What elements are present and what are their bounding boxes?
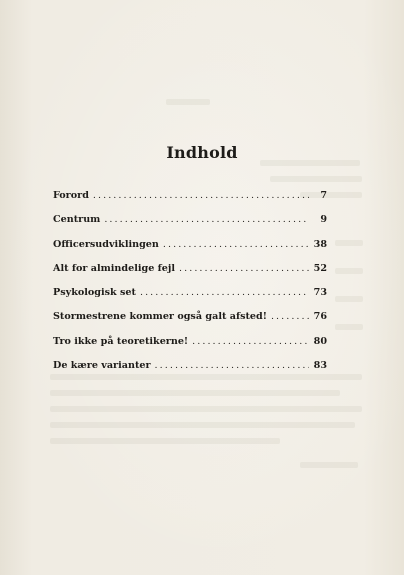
toc-entry bbox=[53, 214, 327, 238]
bleed-line bbox=[300, 462, 358, 468]
bleed-line bbox=[50, 406, 362, 412]
bleed-line bbox=[50, 422, 355, 428]
toc-dot-leader bbox=[163, 239, 309, 250]
toc-page-number: 52 bbox=[313, 262, 327, 274]
table-of-contents bbox=[53, 190, 327, 384]
toc-dot-leader bbox=[179, 263, 309, 274]
toc-entry-title: Officersudviklingen bbox=[53, 238, 159, 250]
bleed-line bbox=[335, 296, 363, 302]
bleed-heading bbox=[166, 99, 210, 105]
toc-entry-title: Stormestrene kommer også galt afsted! bbox=[53, 311, 267, 323]
toc-dot-leader bbox=[271, 311, 309, 322]
toc-dot-leader bbox=[104, 214, 309, 225]
toc-entry-title: Centrum bbox=[53, 214, 101, 226]
toc-entry-title: Forord bbox=[53, 190, 89, 201]
bleed-line bbox=[270, 176, 362, 182]
toc-dot-leader bbox=[140, 287, 309, 298]
toc-page-number: 9 bbox=[320, 214, 327, 226]
toc-entry-title: Psykologisk set bbox=[53, 287, 136, 299]
toc-entry-title: Tro ikke på teoretikerne! bbox=[53, 335, 189, 347]
toc-page-number: 80 bbox=[313, 335, 327, 347]
toc-entry bbox=[53, 360, 327, 384]
bleed-line bbox=[50, 438, 280, 444]
toc-entry bbox=[53, 336, 327, 360]
toc-entry-title: De kære varianter bbox=[53, 360, 151, 372]
toc-dot-leader bbox=[192, 336, 309, 347]
toc-entry bbox=[53, 311, 327, 335]
bleed-line bbox=[335, 324, 363, 330]
toc-page-number: 7 bbox=[320, 190, 327, 201]
toc-page-number: 38 bbox=[313, 238, 327, 250]
toc-entry bbox=[53, 287, 327, 311]
toc-entry-title: Alt for almindelige fejl bbox=[53, 262, 176, 274]
bleed-line bbox=[335, 240, 363, 246]
bleed-line bbox=[50, 390, 340, 396]
bleed-line bbox=[335, 268, 363, 274]
toc-entry bbox=[53, 239, 327, 263]
toc-dot-leader bbox=[93, 190, 309, 201]
page-title: Indhold bbox=[166, 143, 238, 162]
toc-dot-leader bbox=[155, 360, 309, 371]
toc-page-number: 76 bbox=[313, 311, 327, 323]
toc-entry bbox=[53, 190, 327, 214]
toc-page-number: 73 bbox=[313, 287, 327, 299]
toc-page-number: 83 bbox=[313, 360, 327, 372]
toc-entry bbox=[53, 263, 327, 287]
